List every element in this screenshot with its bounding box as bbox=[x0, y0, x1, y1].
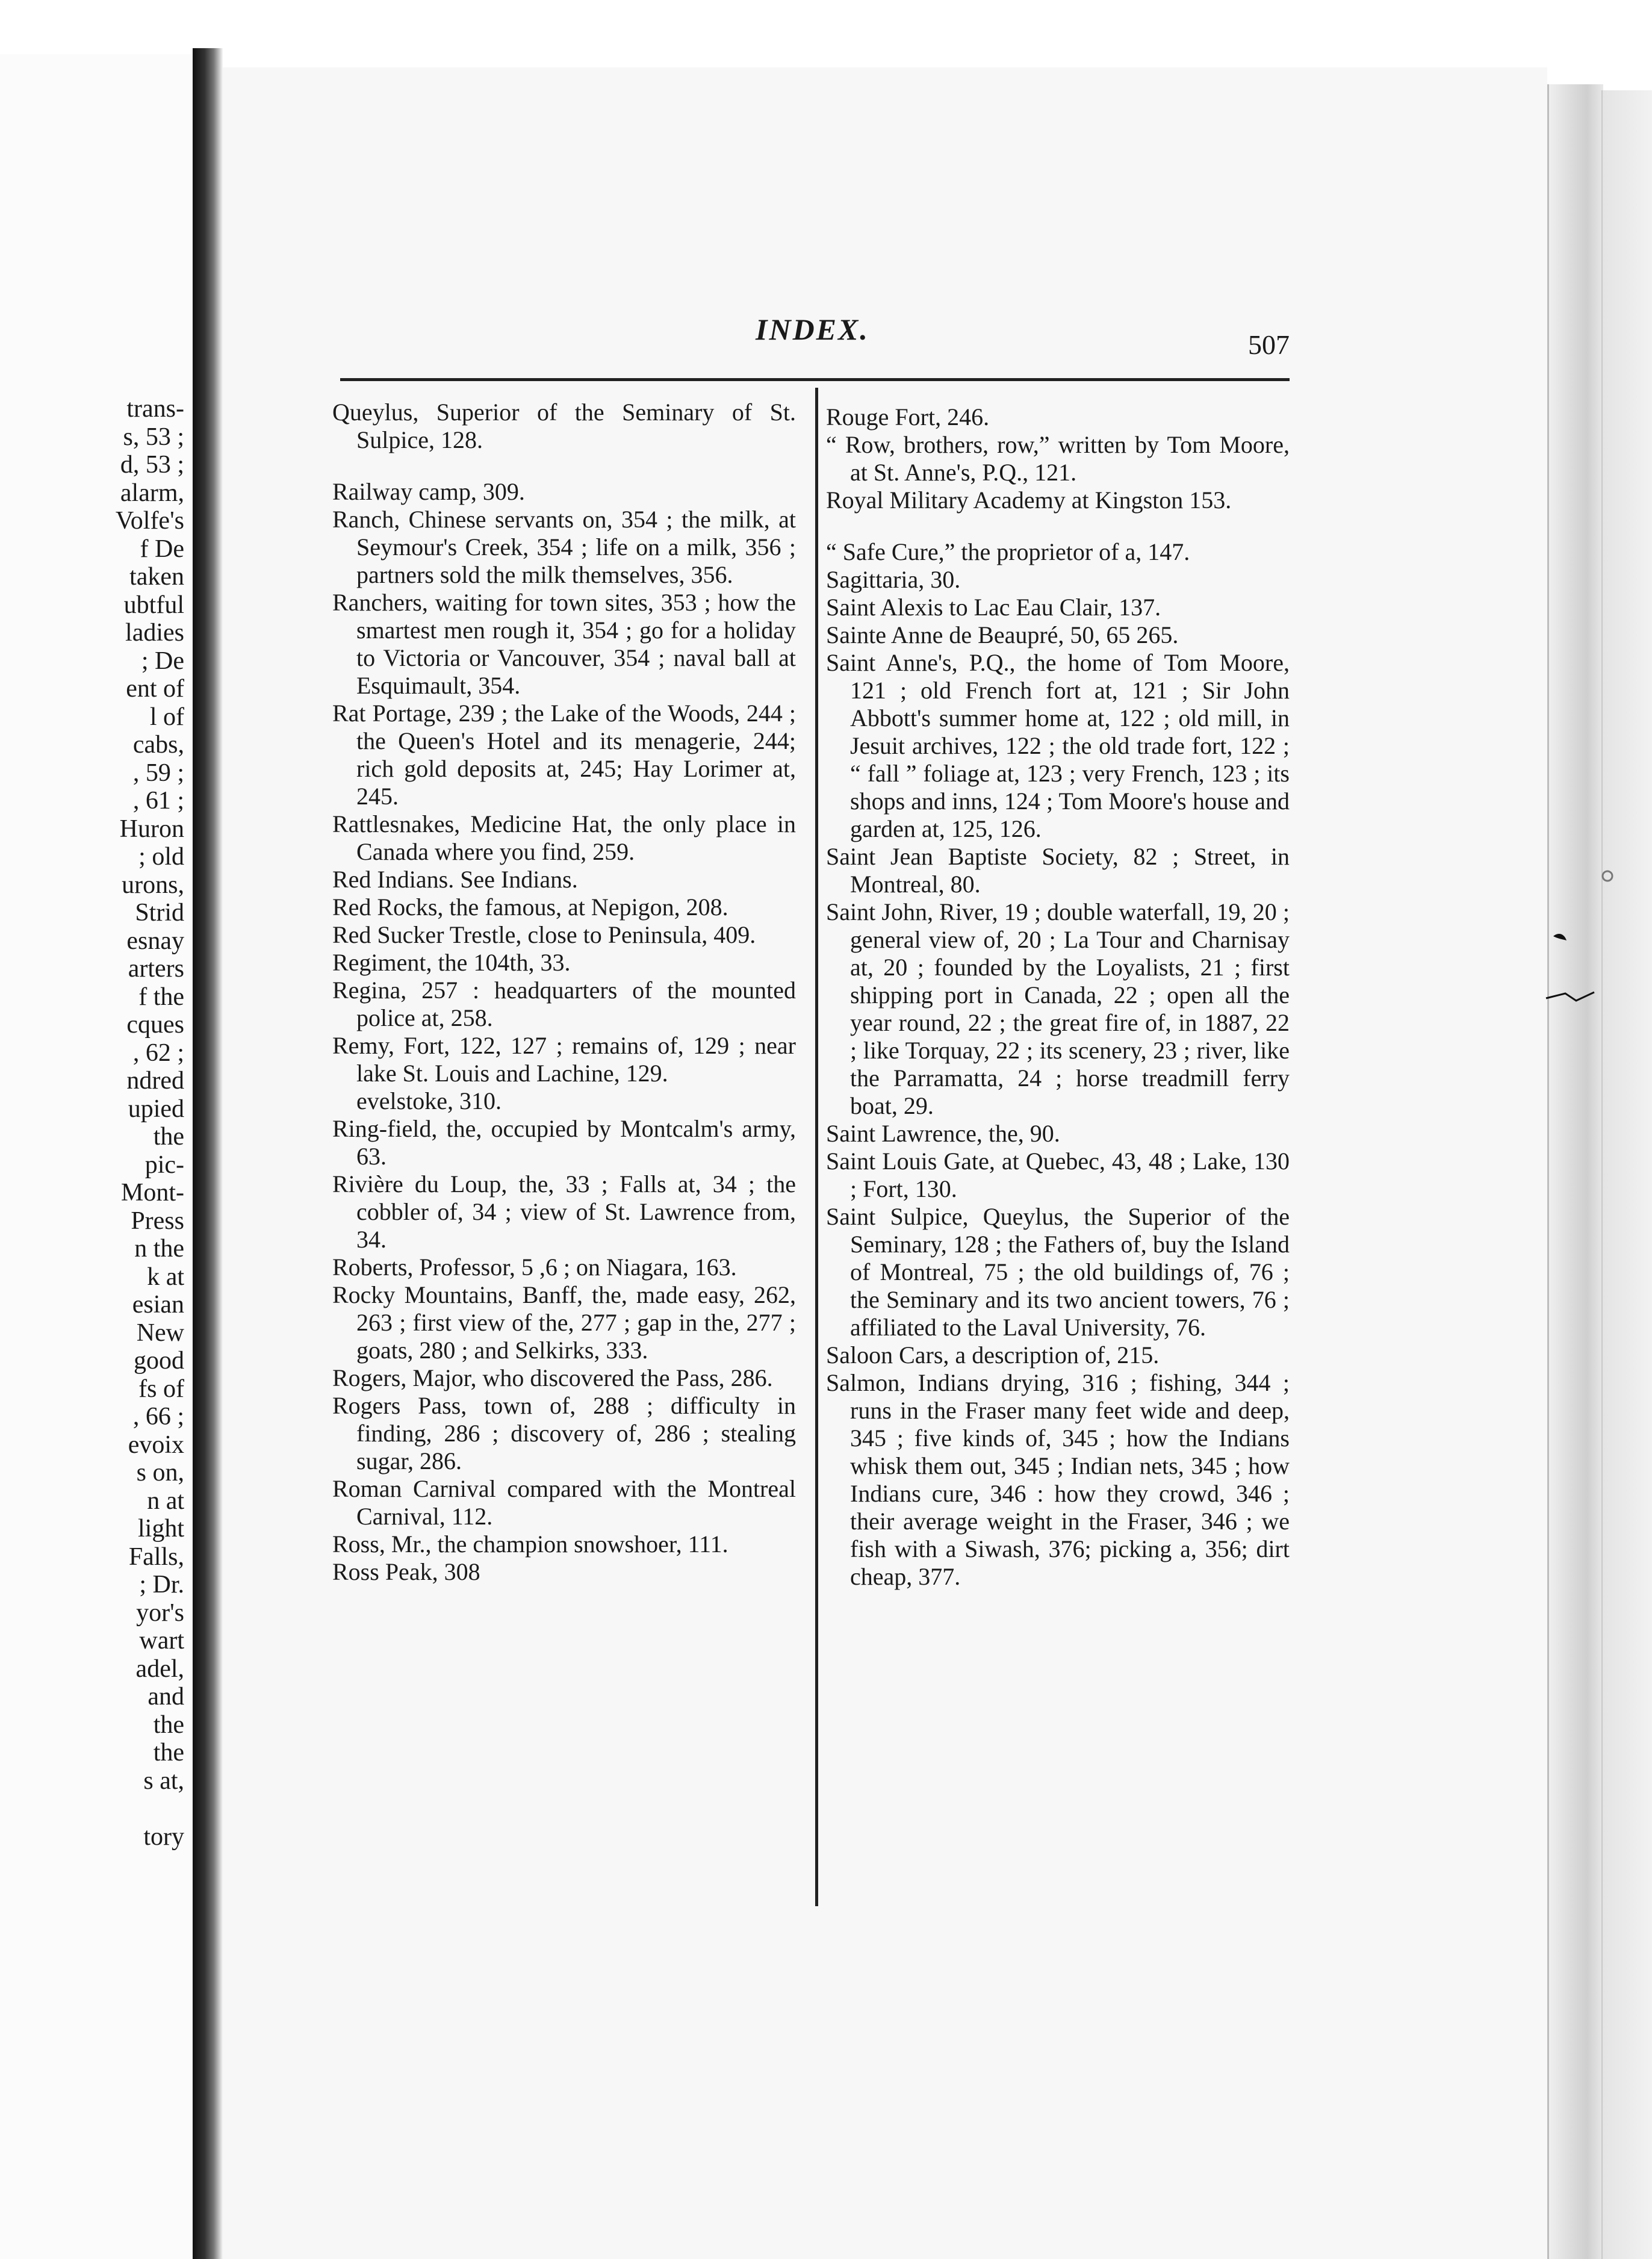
index-entry: Rivière du Loup, the, 33 ; Falls at, 34 ; the cobbler of, 34 ; view of St. Lawrence from, 34. bbox=[332, 1170, 796, 1253]
index-entry: Railway camp, 309. bbox=[332, 478, 525, 505]
left-page-fragment: esian bbox=[132, 1291, 184, 1319]
left-page-fragment: upied bbox=[128, 1095, 184, 1123]
left-page-fragment: Falls, bbox=[128, 1543, 184, 1571]
left-page-fragment: , 61 ; bbox=[132, 787, 184, 815]
index-entry: Roman Carnival compared with the Montreal Carnival, 112. bbox=[332, 1475, 796, 1530]
index-entry: Rogers Pass, town of, 288 ; difficulty in finding, 286 ; discovery of, 286 ; stealing sugar, 286. bbox=[332, 1392, 796, 1474]
left-page-fragment: fs of bbox=[138, 1375, 184, 1403]
left-page-fragment: Huron bbox=[119, 815, 184, 843]
left-page-fragment: wart bbox=[139, 1627, 184, 1655]
left-page-fragment: urons, bbox=[122, 871, 184, 899]
index-entry: Roberts, Professor, 5 ,6 ; on Niagara, 163. bbox=[332, 1254, 737, 1281]
index-entry: Ross, Mr., the champion snowshoer, 111. bbox=[332, 1530, 728, 1558]
index-entry: Red Indians. See Indians. bbox=[332, 866, 578, 893]
book-gutter bbox=[193, 48, 223, 2259]
index-entry: Saint Louis Gate, at Quebec, 43, 48 ; Lake, 130 ; Fort, 130. bbox=[826, 1148, 1290, 1202]
index-entry: Red Sucker Trestle, close to Peninsula, 409. bbox=[332, 921, 756, 948]
left-page-fragment: light bbox=[137, 1515, 184, 1543]
left-page-fragment: n at bbox=[147, 1487, 184, 1515]
column-divider bbox=[815, 388, 818, 1906]
left-page-fragment: d, 53 ; bbox=[120, 451, 184, 479]
left-page-fragment: Press bbox=[131, 1207, 184, 1235]
left-page-fragment: ent of bbox=[126, 675, 184, 703]
left-page-fragment: ndred bbox=[126, 1067, 184, 1095]
index-entry: Ross Peak, 308 bbox=[332, 1558, 480, 1585]
left-page-fragment: evoix bbox=[128, 1431, 184, 1459]
left-page-fragment: ubtful bbox=[123, 591, 184, 619]
index-entry: evelstoke, 310. bbox=[356, 1087, 502, 1114]
left-page-fragment: cabs, bbox=[132, 731, 184, 759]
index-entry: Remy, Fort, 122, 127 ; remains of, 129 ; near lake St. Louis and Lachine, 129. bbox=[332, 1032, 796, 1087]
entry-spacer bbox=[826, 514, 1290, 538]
left-page-fragment: cques bbox=[126, 1011, 184, 1039]
left-page-fragment: alarm, bbox=[120, 479, 184, 507]
left-page-fragment: , 59 ; bbox=[132, 759, 184, 787]
left-page-fragment: and bbox=[148, 1683, 184, 1711]
index-entry: Saint Alexis to Lac Eau Clair, 137. bbox=[826, 594, 1161, 621]
left-page-fragment: ; old bbox=[138, 843, 184, 871]
index-entry: Rocky Mountains, Banff, the, made easy, 262, 263 ; first view of the, 277 ; gap in the, 277 ; goats, 280 ; and Selkirks, 333. bbox=[332, 1281, 796, 1364]
entry-spacer bbox=[332, 454, 796, 478]
index-entry: Ranchers, waiting for town sites, 353 ; how the smartest men rough it, 354 ; go for a holiday to Victoria or Vancouver, 354 ; naval ball at Esquimault, 354. bbox=[332, 589, 796, 699]
index-entry: Queylus, Superior of the Seminary of St. Sulpice, 128. bbox=[332, 399, 796, 453]
index-entry: Ranch, Chinese servants on, 354 ; the milk, at Seymour's Creek, 354 ; life on a milk, 356 ; partners sold the milk themselves, 356. bbox=[332, 506, 796, 588]
left-page-fragment: , 66 ; bbox=[132, 1403, 184, 1431]
left-page-fragment: s, 53 ; bbox=[123, 423, 184, 451]
left-page-fragment: tory bbox=[143, 1822, 184, 1851]
index-entry: Saint Sulpice, Queylus, the Superior of the Seminary, 128 ; the Fathers of, buy the Island of Montreal, 75 ; the old buildings of, 76 ; the Seminary and its two ancient towers, 76 ; affiliated to the Laval University, 76. bbox=[826, 1203, 1290, 1341]
index-column-left bbox=[332, 399, 796, 1586]
left-page-fragment: ; De bbox=[141, 647, 184, 675]
left-page-fragment: the bbox=[153, 1739, 184, 1766]
left-page-fragment: trans- bbox=[126, 395, 184, 423]
index-entry: Saint Jean Baptiste Society, 82 ; Street, in Montreal, 80. bbox=[826, 843, 1290, 898]
page-number: 507 bbox=[1248, 329, 1290, 360]
left-page-fragment: the bbox=[153, 1123, 184, 1151]
left-page-fragment: Strid bbox=[135, 899, 184, 927]
page-edge bbox=[1547, 84, 1603, 2259]
index-entry: Salmon, Indians drying, 316 ; fishing, 344 ; runs in the Fraser many feet wide and deep, 345 ; five kinds of, 345 ; how the Indians whisk them out, 345 ; Indian nets, 345 ; how Indians cure, 346 : how they crowd, 346 ; their average weight in the Fraser, 346 ; we fish with a Siwash, 376; picking a, 356; dirt cheap, 377. bbox=[826, 1369, 1290, 1590]
index-entry: Sainte Anne de Beaupré, 50, 65 265. bbox=[826, 621, 1179, 648]
left-page-fragment: pic- bbox=[144, 1151, 184, 1179]
header-rule bbox=[340, 378, 1290, 381]
left-page-fragment: ladies bbox=[125, 619, 184, 647]
index-entry: Regiment, the 104th, 33. bbox=[332, 949, 571, 976]
index-entry: Ring-field, the, occupied by Montcalm's army, 63. bbox=[332, 1115, 796, 1170]
previous-page-fragment bbox=[0, 54, 194, 2259]
index-column-right bbox=[826, 403, 1290, 1591]
page-title: INDEX. bbox=[756, 312, 869, 346]
index-entry: Rogers, Major, who discovered the Pass, 286. bbox=[332, 1364, 773, 1391]
left-page-fragment: taken bbox=[129, 563, 184, 591]
left-page-fragment: Volfe's bbox=[115, 507, 184, 535]
book-edge bbox=[1601, 90, 1652, 2259]
index-entry: “ Row, brothers, row,” written by Tom Moore, at St. Anne's, P.Q., 121. bbox=[826, 431, 1290, 486]
index-entry: Saint Lawrence, the, 90. bbox=[826, 1120, 1060, 1147]
index-entry: Saloon Cars, a description of, 215. bbox=[826, 1341, 1160, 1369]
index-entry: “ Safe Cure,” the proprietor of a, 147. bbox=[826, 538, 1190, 565]
left-page-fragment: arters bbox=[128, 955, 184, 983]
index-entry: Red Rocks, the famous, at Nepigon, 208. bbox=[332, 893, 728, 921]
left-page-fragment: good bbox=[134, 1347, 184, 1375]
index-entry: Rat Portage, 239 ; the Lake of the Woods, 244 ; the Queen's Hotel and its menagerie, 244; rich gold deposits at, 245; Hay Lorimer at, 245. bbox=[332, 700, 796, 810]
left-page-fragment: k at bbox=[147, 1263, 184, 1291]
left-page-fragment: s at, bbox=[143, 1766, 184, 1795]
left-page-fragment: adel, bbox=[135, 1655, 184, 1683]
left-page-fragment: the bbox=[153, 1711, 184, 1739]
left-page-fragment: ; Dr. bbox=[139, 1571, 184, 1599]
margin-marks bbox=[1541, 843, 1613, 1024]
index-entry: Saint Anne's, P.Q., the home of Tom Moore, 121 ; old French fort at, 121 ; Sir John Abbott's summer home at, 122 ; old mill, in Jesuit archives, 122 ; the old trade fort, 122 ; “ fall ” foliage at, 123 ; very French, 123 ; its shops and inns, 124 ; Tom Moore's house and garden at, 125, 126. bbox=[826, 649, 1290, 842]
left-page-fragment: f the bbox=[138, 983, 184, 1011]
left-page-fragment: Mont- bbox=[121, 1179, 184, 1207]
left-page-fragment: esnay bbox=[126, 927, 184, 955]
index-entry: Rouge Fort, 246. bbox=[826, 403, 990, 430]
index-entry: Saint John, River, 19 ; double waterfall, 19, 20 ; general view of, 20 ; La Tour and Charnisay at, 20 ; founded by the Loyalists, 21 ; first shipping port in Canada, 22 ; open all the year round, 22 ; the great fire of, in 1887, 22 ; like Torquay, 22 ; its scenery, 23 ; river, like the Parramatta, 24 ; horse treadmill ferry boat, 29. bbox=[826, 898, 1290, 1119]
left-page-fragment: yor's bbox=[136, 1599, 184, 1627]
left-page-fragment: New bbox=[136, 1319, 184, 1347]
left-page-fragment: n the bbox=[134, 1235, 184, 1263]
index-entry: Rattlesnakes, Medicine Hat, the only place in Canada where you find, 259. bbox=[332, 810, 796, 865]
left-page-fragment: s on, bbox=[136, 1459, 184, 1487]
index-entry: Royal Military Academy at Kingston 153. bbox=[826, 486, 1232, 514]
left-page-fragment: , 62 ; bbox=[132, 1039, 184, 1067]
index-entry: Regina, 257 : headquarters of the mounted police at, 258. bbox=[332, 977, 796, 1031]
left-page-fragment: l of bbox=[149, 703, 184, 731]
left-page-fragment: f De bbox=[140, 535, 184, 563]
index-entry: Sagittaria, 30. bbox=[826, 566, 961, 593]
